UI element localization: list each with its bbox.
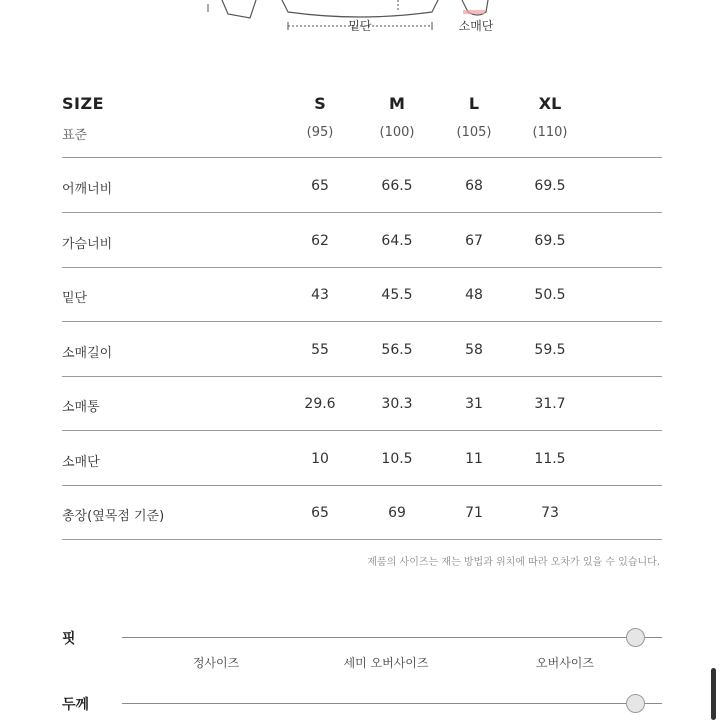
row-label: 소매단 bbox=[62, 454, 100, 470]
cell-m: 56.5 bbox=[381, 341, 413, 358]
size-col-xl: XL bbox=[538, 94, 562, 113]
cell-s: 10 bbox=[311, 450, 329, 467]
row-label: 밑단 bbox=[62, 291, 88, 306]
row-label: 어깨너비 bbox=[62, 182, 113, 197]
table-row bbox=[62, 158, 662, 213]
fit-title: 핏 bbox=[62, 631, 76, 647]
cell-l: 71 bbox=[465, 505, 483, 521]
cell-s: 65 bbox=[311, 505, 329, 521]
cell-l: 67 bbox=[465, 232, 483, 249]
cell-xl: 69.5 bbox=[534, 178, 566, 194]
thickness-slider-knob[interactable] bbox=[626, 694, 645, 713]
fit-slider-block bbox=[62, 628, 662, 678]
table-row bbox=[62, 267, 662, 322]
garment-left-cuff-outline bbox=[222, 0, 256, 18]
scrollbar[interactable] bbox=[711, 668, 716, 720]
cell-xl: 11.5 bbox=[534, 450, 566, 467]
row-label: 소매길이 bbox=[62, 345, 113, 361]
fit-track bbox=[122, 637, 662, 638]
cell-xl: 50.5 bbox=[534, 287, 566, 303]
cell-m: 30.3 bbox=[381, 396, 413, 412]
cell-l: 11 bbox=[465, 450, 483, 467]
fit-slider-knob[interactable] bbox=[626, 628, 645, 647]
cell-l: 68 bbox=[465, 178, 483, 194]
thickness-slider-block bbox=[62, 694, 662, 720]
fit-option-regular: 정사이즈 bbox=[192, 656, 240, 670]
row-label: 가슴너비 bbox=[62, 236, 113, 252]
table-bottom-divider bbox=[62, 539, 662, 540]
cell-l: 31 bbox=[465, 396, 483, 412]
standard-col-m: (100) bbox=[379, 125, 415, 140]
garment-diagram bbox=[0, 0, 720, 40]
size-header-label: SIZE bbox=[62, 94, 105, 113]
cell-m: 10.5 bbox=[381, 450, 413, 467]
cuff-label: 소매단 bbox=[458, 19, 494, 33]
size-disclaimer: 제품의 사이즈는 재는 방법과 위치에 따라 오차가 있을 수 있습니다. bbox=[367, 557, 660, 568]
cell-s: 62 bbox=[311, 232, 329, 249]
standard-header-label: 표준 bbox=[62, 128, 88, 143]
cell-m: 64.5 bbox=[381, 232, 413, 249]
cell-m: 69 bbox=[388, 505, 406, 521]
cell-xl: 59.5 bbox=[534, 341, 566, 358]
cell-l: 58 bbox=[465, 341, 483, 358]
cuff-highlight bbox=[463, 10, 485, 14]
garment-body-hem-outline bbox=[282, 0, 438, 17]
size-col-m: M bbox=[389, 94, 405, 113]
standard-col-xl: (110) bbox=[532, 125, 568, 140]
fit-option-semi-over: 세미 오버사이즈 bbox=[343, 656, 429, 670]
cell-m: 66.5 bbox=[381, 178, 413, 194]
standard-col-l: (105) bbox=[456, 125, 492, 140]
size-col-l: L bbox=[468, 94, 480, 113]
cell-m: 45.5 bbox=[381, 287, 413, 303]
row-label: 소매통 bbox=[62, 400, 100, 415]
table-header bbox=[62, 92, 662, 158]
table-row bbox=[62, 376, 662, 431]
table-row bbox=[62, 431, 662, 486]
thickness-title: 두께 bbox=[62, 697, 90, 713]
size-table bbox=[62, 92, 662, 540]
thickness-track bbox=[122, 703, 662, 704]
standard-col-s: (95) bbox=[306, 125, 334, 140]
cell-xl: 31.7 bbox=[534, 396, 566, 412]
size-col-s: S bbox=[314, 94, 326, 113]
table-row bbox=[62, 322, 662, 377]
cell-s: 29.6 bbox=[304, 396, 336, 412]
cell-s: 55 bbox=[311, 341, 329, 358]
cell-s: 43 bbox=[311, 287, 329, 303]
table-row bbox=[62, 485, 662, 540]
fit-option-over: 오버사이즈 bbox=[536, 656, 594, 670]
table-row bbox=[62, 213, 662, 268]
hem-label: 밑단 bbox=[348, 19, 372, 33]
row-label: 총장(옆목점 기준) bbox=[62, 509, 165, 524]
cell-s: 65 bbox=[311, 178, 329, 194]
cell-xl: 69.5 bbox=[534, 232, 566, 249]
cell-xl: 73 bbox=[541, 505, 559, 521]
cell-l: 48 bbox=[465, 287, 483, 303]
